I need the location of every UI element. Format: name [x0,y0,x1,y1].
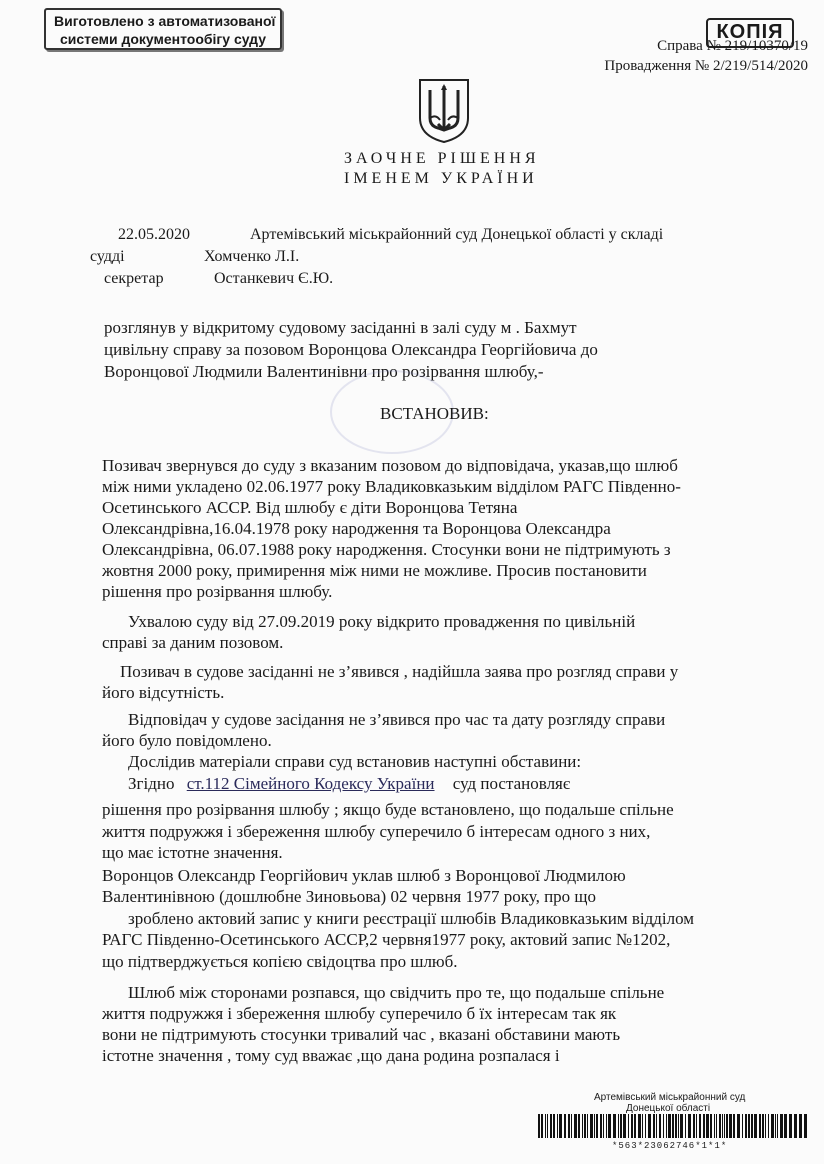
secretary-name: Останкевич Є.Ю. [214,270,334,287]
court-name: Артемівський міськрайонний суд Донецької області у складі [250,226,664,243]
body-line: рішення про розірвання шлюбу. [102,582,333,601]
footer-court-name: Артемівський міськрайонний суд [594,1092,746,1103]
judge-label: судді [90,248,125,265]
body-line: вони не підтримують стосунки тривалий час , вказані обставини мають [102,1025,621,1044]
body-line: справі за даним позовом. [102,633,284,652]
secretary-label: секретар [104,270,164,287]
trident-emblem-icon [416,78,472,144]
body-line: Воронцов Олександр Георгійович уклав шлюб з Воронцової Людмилою [102,866,626,885]
body-line: Відповідач у судове засідання не з’явився про час та дату розгляду справи [128,710,666,729]
body-line: його відсутність. [102,683,225,702]
copy-stamp: КОПІЯ [706,18,794,48]
decision-title: ЗАОЧНЕ РІШЕННЯ [344,150,540,167]
decision-date: 22.05.2020 [118,226,190,243]
body-line: що має істотне значення. [102,843,283,862]
body-line: Позивач в судове засіданні не з’явився , надійшла заява про розгляд справи у [120,662,679,681]
body-line: Ухвалою суду від 27.09.2019 року відкрито провадження по цивільній [128,612,636,631]
body-line: Дослідив матеріали справи суд встановив наступні обставини: [128,752,582,771]
body-line: Валентинівною (дошлюбне Зиновьова) 02 червня 1977 року, про що [102,887,597,906]
considered-line: цивільну справу за позовом Воронцова Олександра Георгійовича до [104,340,598,359]
stamp-line-1: Виготовлено з автоматизованої [54,13,276,29]
body-line: його було повідомлено. [102,731,272,750]
law-reference-prefix: Згідно [128,774,175,793]
proceeding-number: Провадження № 2/219/514/2020 [604,58,808,74]
body-line: Осетинського АССР. Від шлюбу є діти Воронцова Тетяна [102,498,518,517]
law-reference-link[interactable]: ст.112 Сімейного Кодексу України [186,774,435,793]
body-line: між ними укладено 02.06.1977 року Владиковказьким відділом РАГС Південно- [102,477,681,496]
body-line: Олександрівна,16.04.1978 року народження та Воронцова Олександра [102,519,611,538]
considered-line: розглянув у відкритому судовому засіданні в залі суду м . Бахмут [104,318,577,337]
case-number: Справа № 219/10370/19 [657,38,808,54]
footer-court-region: Донецької області [626,1103,711,1114]
body-line: рішення про розірвання шлюбу ; якщо буде встановлено, що подальше спільне [102,800,674,819]
automation-stamp [44,8,282,50]
body-line: РАГС Південно-Осетинського АССР,2 червня1977 року, актовий запис №1202, [102,930,671,949]
body-line: життя подружжя і збереження шлюбу суперечило б їх інтересам так як [102,1004,617,1023]
barcode-number: *563*23062746*1*1* [612,1141,728,1151]
barcode [538,1114,810,1138]
body-line: Позивач звернувся до суду з вказаним позовом до відповідача, указав,що шлюб [102,456,678,475]
decision-subtitle: ІМЕНЕМ УКРАЇНИ [344,170,538,187]
considered-line: Воронцової Людмили Валентинівни про розірвання шлюбу,- [104,362,544,381]
body-line: зроблено актовий запис у книги реєстрації шлюбів Владиковказьким відділом [128,909,695,928]
established-heading: ВСТАНОВИВ: [380,404,489,423]
body-line: Олександрівна, 06.07.1988 року народження. Стосунки вони не підтримують з [102,540,671,559]
body-line: життя подружжя і збереження шлюбу суперечило б інтересам одного з них, [102,822,651,841]
law-reference-tail: суд постановляє [452,774,571,793]
stamp-line-2: системи документообігу суду [59,31,267,47]
body-line: істотне значення , тому суд вважає ,що дана родина розпалася і [102,1046,560,1065]
body-line: що підтверджується копією свідоцтва про шлюб. [102,952,458,971]
body-line: жовтня 2000 року, примирення між ними не можливе. Просив постановити [102,561,647,580]
body-line: Шлюб між сторонами розпався, що свідчить про те, що подальше спільне [128,983,665,1002]
judge-name: Хомченко Л.І. [204,248,300,265]
body-line [128,774,570,794]
